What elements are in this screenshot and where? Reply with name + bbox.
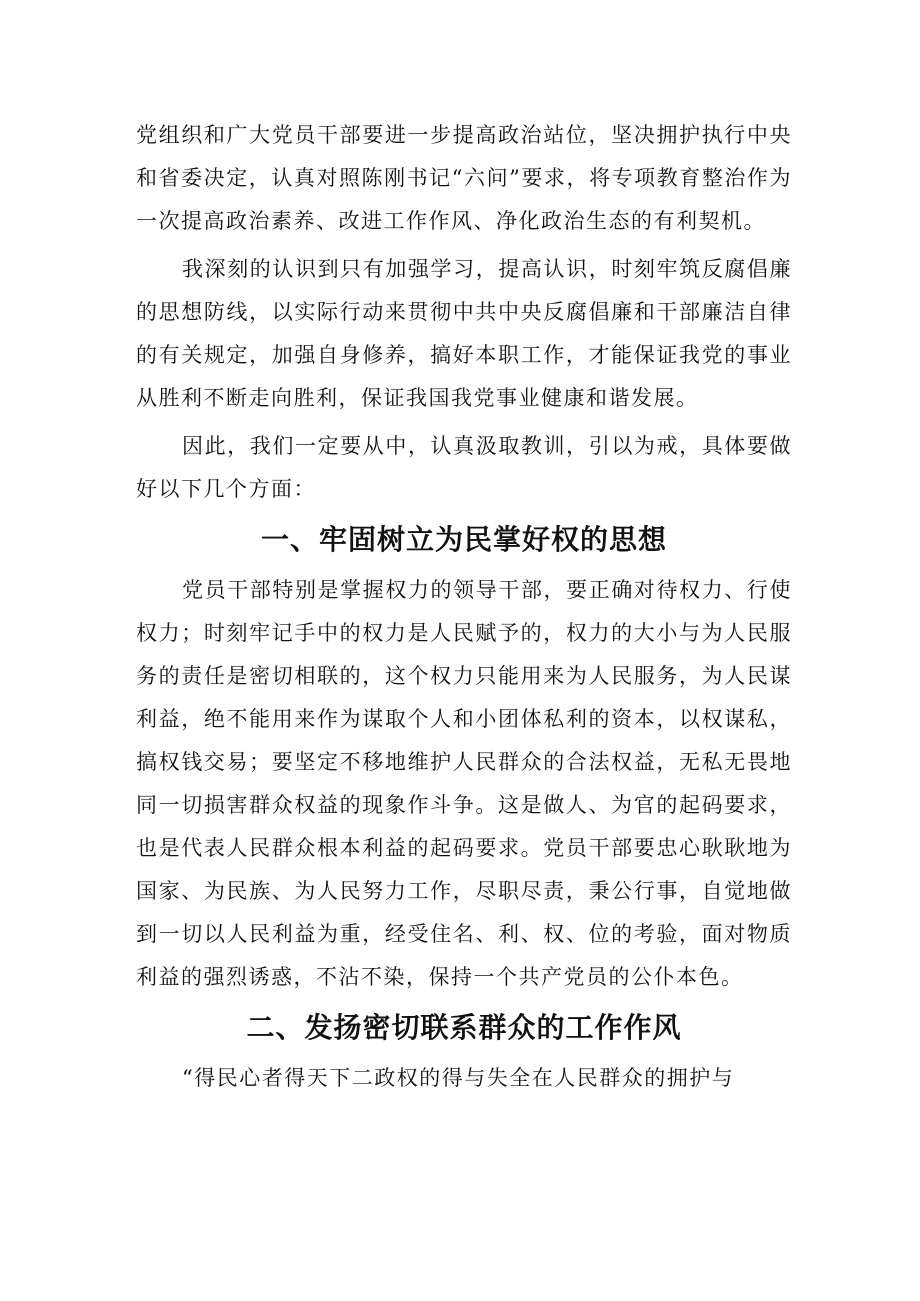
body-paragraph: 党组织和广大党员干部要进一步提高政治站位，坚决拥护执行中央和省委决定，认真对照陈刚书记“六问”要求，将专项教育整治作为一次提高政治素养、改进工作作风、净化政治生态的有利契机。 bbox=[136, 123, 792, 233]
section-heading: 一、牢固树立为民掌好权的思想 bbox=[260, 523, 667, 556]
body-paragraph: “得民心者得天下二政权的得与失全在人民群众的拥护与 bbox=[182, 1066, 735, 1090]
body-paragraph: 我深刻的认识到只有加强学习，提高认识，时刻牢筑反腐倡廉的思想防线，以实际行动来贯彻中共中央反腐倡廉和干部廉洁自律的有关规定，加强自身修养，搞好本职工作，才能保证我党的事业从胜利不断走向胜利，保证我国我党事业健康和谐发展。 bbox=[136, 257, 792, 410]
body-paragraph: 因此，我们一定要从中，认真汲取教训，引以为戒，具体要做好以下几个方面： bbox=[136, 434, 792, 501]
document-page bbox=[136, 114, 792, 1100]
body-paragraph: 党员干部特别是掌握权力的领导干部，要正确对待权力、行使权力；时刻牢记手中的权力是人民赋予的，权力的大小与为人民服务的责任是密切相联的，这个权力只能用来为人民服务，为人民谋利益，绝不能用来作为谋取个人和小团体私利的资本，以权谋私，搞权钱交易；要坚定不移地维护人民群众的合法权益，无私无畏地同一切损害群众权益的现象作斗争。这是做人、为官的起码要求，也是代表人民群众根本利益的起码要求。党员干部要忠心耿耿地为国家、为民族、为人民努力工作，尽职尽责，秉公行事，自觉地做到一切以人民利益为重，经受住名、利、权、位的考验，面对物质利益的强烈诱惑，不沾不染，保持一个共产党员的公仆本色。 bbox=[136, 578, 792, 989]
section-heading: 二、发扬密切联系群众的工作作风 bbox=[246, 1011, 682, 1044]
